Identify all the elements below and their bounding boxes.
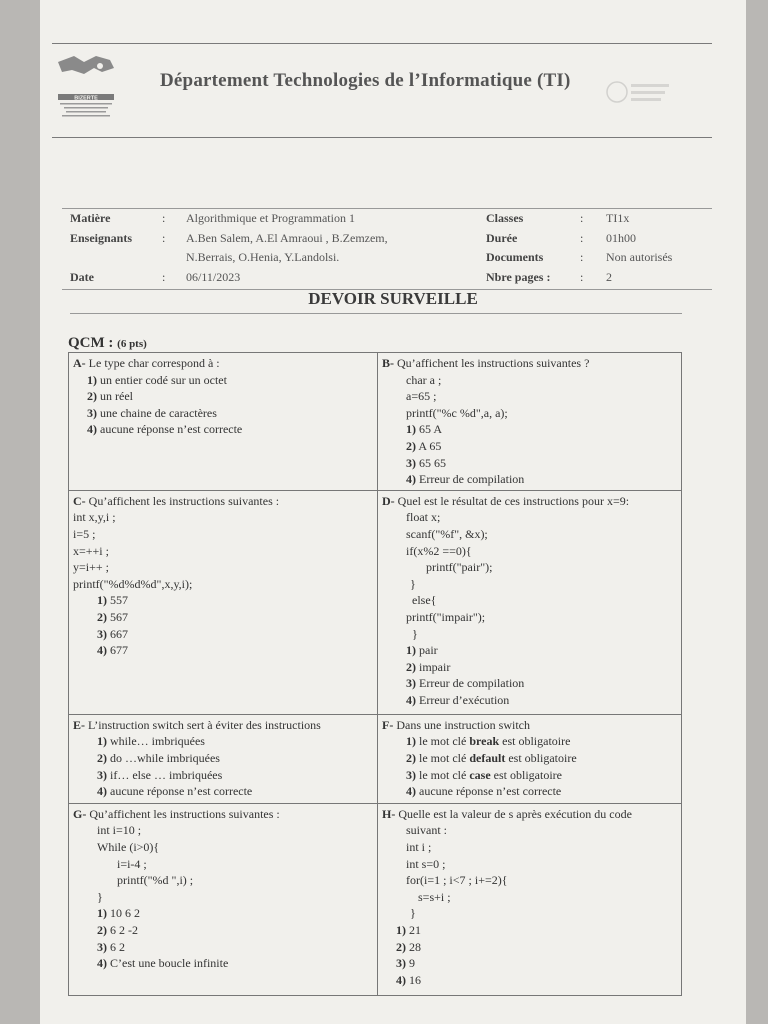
question-f-option-2[interactable]: 2) le mot clé default est obligatoire [406,750,577,765]
colon: : [162,231,166,245]
code-line: scanf("%f", &x); [406,526,488,541]
question-g-option-3[interactable]: 3) 6 2 [97,939,125,954]
question-a-option-3[interactable]: 3) une chaine de caractères [87,405,217,420]
question-e-option-2[interactable]: 2) do …while imbriquées [97,750,220,765]
code-line: s=s+i ; [418,889,451,904]
colon: : [580,211,584,225]
question-f-option-1[interactable]: 1) le mot clé break est obligatoire [406,734,571,749]
matiere-label: Matière [70,211,111,225]
question-a [69,353,378,491]
question-b-option-1[interactable]: 1) 65 A [406,422,443,437]
question-g-option-1[interactable]: 1) 10 6 2 [97,906,140,921]
question-b [378,353,682,491]
code-line: y=i++ ; [73,560,109,575]
question-f-option-4[interactable]: 4) aucune réponse n’est correcte [406,784,562,799]
faint-emblem-icon [605,76,675,110]
question-a-option-4[interactable]: 4) aucune réponse n’est correcte [87,422,243,437]
question-b-option-4[interactable]: 4) Erreur de compilation [406,472,525,487]
code-line: printf("pair"); [426,560,493,575]
question-c [69,490,378,714]
classes-label: Classes [486,211,524,225]
question-e-option-4[interactable]: 4) aucune réponse n’est correcte [97,784,253,799]
question-f-option-3[interactable]: 3) le mot clé case est obligatoire [406,767,562,782]
exam-sheet [40,0,746,1024]
question-g-option-4[interactable]: 4) C’est une boucle infinite [97,956,229,971]
question-f [378,714,682,803]
question-h-option-3[interactable]: 3) 9 [396,956,415,971]
colon: : [580,231,584,245]
question-e-option-1[interactable]: 1) while… imbriquées [97,734,205,749]
qcm-heading [68,335,147,352]
question-g [69,803,378,995]
question-e [69,714,378,803]
logo-text: BIZERTE [74,95,98,102]
question-c-option-3[interactable]: 3) 667 [97,626,128,641]
exam-info-table [62,208,712,290]
code-line: i=5 ; [73,526,96,541]
pages-value: 2 [606,270,612,284]
question-d-option-3[interactable]: 3) Erreur de compilation [406,676,525,691]
question-d-option-2[interactable]: 2) impair [406,659,451,674]
colon: : [162,270,166,284]
date-value: 06/11/2023 [186,270,241,284]
documents-label: Documents [486,250,544,264]
question-d-option-4[interactable]: 4) Erreur d’exécution [406,692,510,707]
question-e-prompt: E- L’instruction switch sert à éviter des instructions [73,717,321,732]
question-e-option-3[interactable]: 3) if… else … imbriquées [97,767,223,782]
code-line: int x,y,i ; [73,510,116,525]
question-h-option-1[interactable]: 1) 21 [396,922,421,937]
enseignants-label: Enseignants [70,231,133,245]
colon: : [162,211,166,225]
code-line: } [97,889,103,904]
question-c-option-2[interactable]: 2) 567 [97,609,128,624]
question-g-prompt: G- Qu’affichent les instructions suivantes : [73,806,280,821]
question-d-option-1[interactable]: 1) pair [406,643,438,658]
code-line: } [410,906,416,921]
question-d-prompt: D- Quel est le résultat de ces instructions pour x=9: [382,493,630,508]
code-line: printf("impair"); [406,609,486,624]
question-a-option-1[interactable]: 1) un entier codé sur un octet [87,372,227,387]
code-line: int i=10 ; [97,823,142,838]
question-c-option-1[interactable]: 1) 557 [97,593,128,608]
question-b-option-2[interactable]: 2) A 65 [406,438,442,453]
question-a-option-2[interactable]: 2) un réel [87,389,133,404]
duree-value: 01h00 [606,231,636,245]
colon: : [580,250,584,264]
code-line: } [412,626,418,641]
code-line: x=++i ; [73,543,109,558]
code-line: a=65 ; [406,389,437,404]
qcm-table [68,352,682,996]
date-label: Date [70,270,94,284]
header-bottom-rule [52,137,712,138]
code-line: float x; [406,510,441,525]
question-c-prompt: C- Qu’affichent les instructions suivantes : [73,493,280,508]
question-f-prompt: F- Dans une instruction switch [382,717,530,732]
title-rule [70,313,682,314]
question-h-option-2[interactable]: 2) 28 [396,939,421,954]
duree-label: Durée [486,231,518,245]
colon: : [580,270,584,284]
qcm-points: (6 pts) [117,338,147,350]
code-line: else{ [412,593,437,608]
header-top-rule [52,43,712,44]
code-line: for(i=1 ; i<7 ; i+=2){ [406,873,508,888]
department-title: Département Technologies de l’Informatique (TI) [160,70,571,91]
institute-logo [54,50,124,120]
pages-label: Nbre pages : [486,270,551,284]
enseignants-line1: A.Ben Salem, A.El Amraoui , B.Zemzem, [186,231,388,245]
question-h [378,803,682,995]
code-line: } [410,576,416,591]
question-c-option-4[interactable]: 4) 677 [97,643,128,658]
code-line: if(x%2 ==0){ [406,543,472,558]
code-line: char a ; [406,372,442,387]
question-h-prompt-continued: suivant : [406,823,447,838]
code-line: printf("%d%d%d",x,y,i); [73,576,193,591]
question-d [378,490,682,714]
code-line: int i ; [406,839,432,854]
question-b-prompt: B- Qu’affichent les instructions suivantes ? [382,356,590,370]
qcm-title: QCM : [68,335,114,351]
code-line: i=i-4 ; [117,856,147,871]
code-line: printf("%d ",i) ; [117,873,194,888]
code-line: printf("%c %d",a, a); [406,405,508,420]
exam-title: DEVOIR SURVEILLE [308,289,478,308]
documents-value: Non autorisés [606,250,673,264]
question-h-prompt: H- Quelle est la valeur de s après exécution du code [382,806,632,821]
code-line: While (i>0){ [97,839,160,854]
question-h-option-4[interactable]: 4) 16 [396,972,421,987]
question-a-prompt: A- Le type char correspond à : [73,356,220,370]
matiere-value: Algorithmique et Programmation 1 [186,211,355,225]
enseignants-line2: N.Berrais, O.Henia, Y.Landolsi. [186,250,340,264]
question-g-option-2[interactable]: 2) 6 2 -2 [97,922,138,937]
code-line: int s=0 ; [406,856,446,871]
classes-value: TI1x [606,211,630,225]
question-b-option-3[interactable]: 3) 65 65 [406,455,446,470]
